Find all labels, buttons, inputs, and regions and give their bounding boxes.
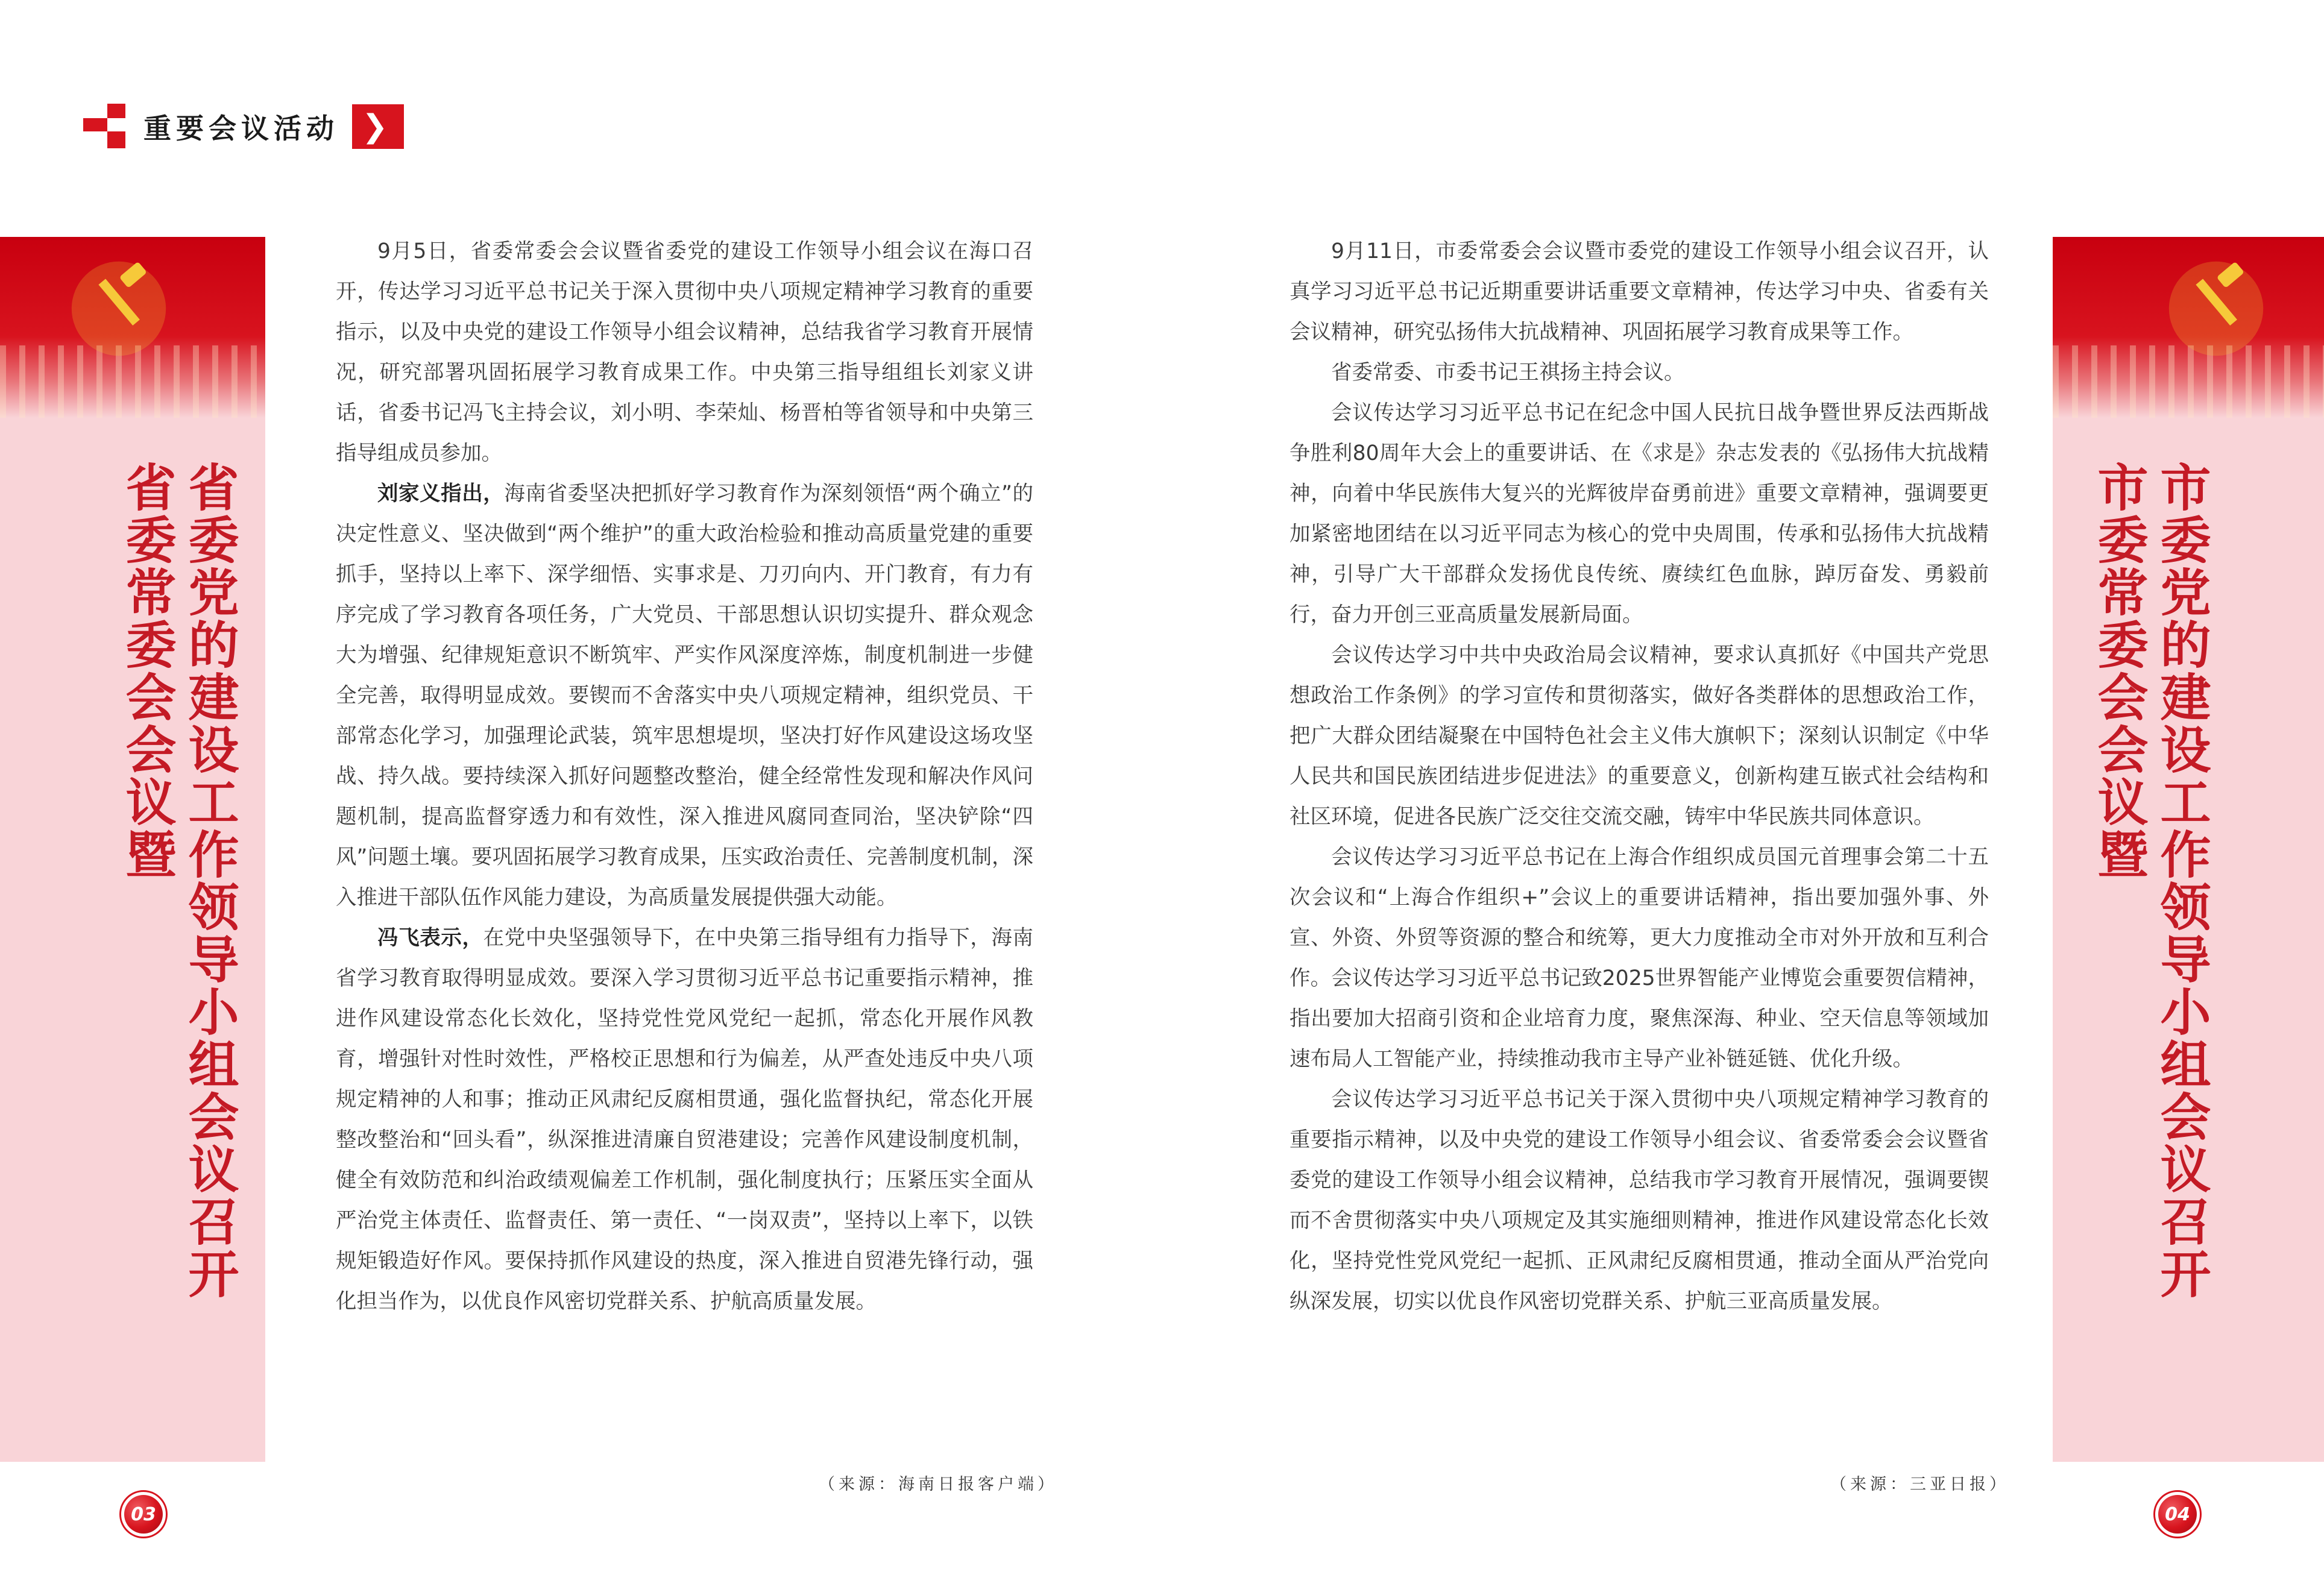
right-article	[1290, 231, 1989, 1322]
article-paragraph: 冯飞表示，在党中央坚强领导下，在中央第三指导组有力指导下，海南省学习教育取得明显成效。要深入学习贯彻习近平总书记重要指示精神，推进作风建设常态化长效化，坚持党性党风党纪一起抓，常态化开展作风教育，增强针对性时效性，严格校正思想和行为偏差，从严查处违反中央八项规定精神的人和事；推动正风肃纪反腐相贯通，强化监督执纪，常态化开展整改整治和“回头看”，纵深推进清廉自贸港建设；完善作风建设制度机制，健全有效防范和纠治政绩观偏差工作机制，强化制度执行；压紧压实全面从严治党主体责任、监督责任、第一责任、“一岗双责”，坚持以上率下，以铁规矩锻造好作风。要保持抓作风建设的热度，深入推进自贸港先锋行动，强化担当作为，以优良作风密切党群关系、护航高质量发展。	[336, 926, 1034, 1314]
vertical-title-line: 省委常委会会议暨	[118, 461, 177, 881]
page-number: 04	[2158, 1495, 2197, 1534]
page-number-badge	[2153, 1490, 2202, 1538]
article-paragraph: 会议传达学习中共中央政治局会议精神，要求认真抓好《中国共产党思想政治工作条例》的学习宣传和贯彻落实，做好各类群体的思想政治工作，把广大群众团结凝聚在中国特色社会主义伟大旗帜下；深刻认识制定《中华人民共和国民族团结进步促进法》的重要意义，创新构建互嵌式社会结构和社区环境，促进各民族广泛交往交流交融，铸牢中华民族共同体意识。	[1290, 643, 1989, 829]
left-side-banner	[0, 237, 265, 1462]
party-emblem-icon	[2165, 257, 2267, 360]
left-article	[336, 231, 1033, 1322]
left-vertical-title	[118, 461, 239, 1300]
article-paragraph: 会议传达学习习近平总书记在上海合作组织成员国元首理事会第二十五次会议和“上海合作组织+”会议上的重要讲话精神，指出要加强外事、外宣、外资、外贸等资源的整合和统筹，更大力度推动全市对外开放和互利合作。会议传达学习习近平总书记致2025世界智能产业博览会重要贺信精神，指出要加大招商引资和企业培育力度，聚焦深海、种业、空天信息等领域加速布局人工智能产业，持续推动我市主导产业补链延链、优化升级。	[1290, 845, 1989, 1071]
left-source: （来源：海南日报客户端）	[819, 1475, 1057, 1494]
banner-red-header	[0, 237, 265, 418]
section-header	[83, 104, 404, 149]
vertical-title-line: 省委党的建设工作领导小组会议召开	[180, 461, 239, 1300]
vertical-title-line: 市委党的建设工作领导小组会议召开	[2152, 461, 2211, 1300]
paragraph-lead: 刘家义指出，	[377, 482, 505, 506]
article-paragraph: 会议传达学习习近平总书记关于深入贯彻中央八项规定精神学习教育的重要指示精神，以及中央党的建设工作领导小组会议、省委常委会会议暨省委党的建设工作领导小组会议精神，总结我市学习教育开展情况，强调要锲而不舍贯彻落实中央八项规定及其实施细则精神，推进作风建设常态化长效化，坚持党性党风党纪一起抓、正风肃纪反腐相贯通，推动全面从严治党向纵深发展，切实以优良作风密切党群关系、护航三亚高质量发展。	[1290, 1087, 1989, 1314]
vertical-title-line: 市委常委会会议暨	[2089, 461, 2149, 881]
section-title: 重要会议活动	[143, 112, 339, 145]
right-source: （来源：三亚日报）	[1830, 1475, 2009, 1494]
party-emblem-icon	[68, 257, 170, 360]
right-side-banner	[2053, 237, 2324, 1462]
article-paragraph: 会议传达学习习近平总书记在纪念中国人民抗日战争暨世界反法西斯战争胜利80周年大会上的重要讲话、在《求是》杂志发表的《弘扬伟大抗战精神，向着中华民族伟大复兴的光辉彼岸奋勇前进》重要文章精神，强调要更加紧密地团结在以习近平同志为核心的党中央周围，传承和弘扬伟大抗战精神，引导广大干部群众发扬优良传统、赓续红色血脉，踔厉奋发、勇毅前行，奋力开创三亚高质量发展新局面。	[1290, 401, 1989, 627]
page-number: 03	[124, 1495, 163, 1534]
right-vertical-title	[2090, 461, 2211, 1300]
article-paragraph: 9月5日，省委常委会会议暨省委党的建设工作领导小组会议在海口召开，传达学习习近平总书记关于深入贯彻中央八项规定精神学习教育的重要指示，以及中央党的建设工作领导小组会议精神，总结我省学习教育开展情况，研究部署巩固拓展学习教育成果工作。中央第三指导组组长刘家义讲话，省委书记冯飞主持会议，刘小明、李荣灿、杨晋柏等省领导和中央第三指导组成员参加。	[336, 239, 1033, 465]
article-paragraph: 省委常委、市委书记王祺扬主持会议。	[1331, 360, 1685, 385]
page-number-badge	[119, 1490, 168, 1538]
banner-red-header	[2053, 237, 2324, 418]
paragraph-lead: 冯飞表示，	[377, 926, 483, 950]
red-blocks-logo-icon	[83, 104, 133, 149]
article-paragraph: 刘家义指出，海南省委坚决把抓好学习教育作为深刻领悟“两个确立”的决定性意义、坚决做到“两个维护”的重大政治检验和推动高质量党建的重要抓手，坚持以上率下、深学细悟、实事求是、刀刃向内、开门教育，有力有序完成了学习教育各项任务，广大党员、干部思想认识切实提升、群众观念大为增强、纪律规矩意识不断筑牢、严实作风深度淬炼，制度机制进一步健全完善，取得明显成效。要锲而不舍落实中央八项规定精神，组织党员、干部常态化学习，加强理论武装，筑牢思想堤坝，坚决打好作风建设这场攻坚战、持久战。要持续深入抓好问题整改整治，健全经常性发现和解决作风问题机制，提高监督穿透力和有效性，深入推进风腐同查同治，坚决铲除“四风”问题土壤。要巩固拓展学习教育成果，压实政治责任、完善制度机制，深入推进干部队伍作风能力建设，为高质量发展提供强大动能。	[336, 482, 1033, 910]
chevron-right-icon: ❯	[352, 104, 404, 149]
article-paragraph: 9月11日，市委常委会会议暨市委党的建设工作领导小组会议召开，认真学习习近平总书记近期重要讲话重要文章精神，传达学习中央、省委有关会议精神，研究弘扬伟大抗战精神、巩固拓展学习教育成果等工作。	[1290, 239, 1989, 344]
